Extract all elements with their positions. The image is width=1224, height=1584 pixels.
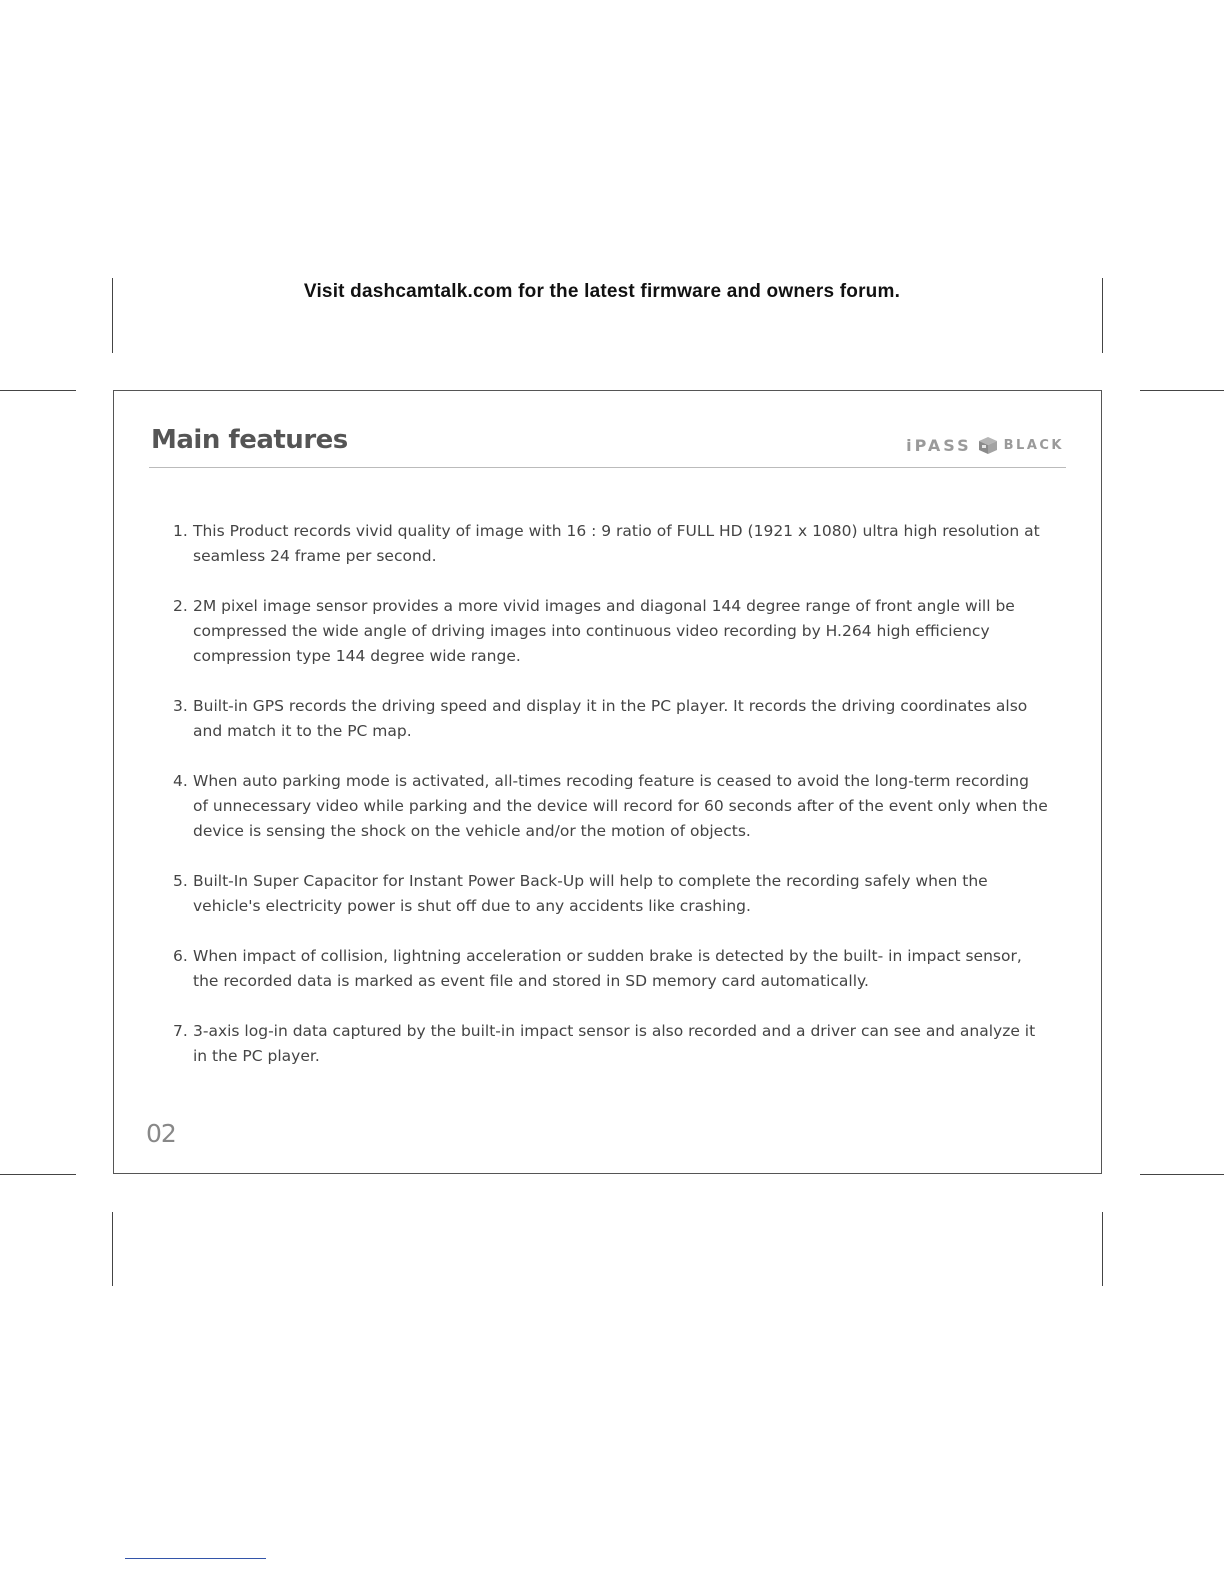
list-item — [173, 694, 1048, 744]
crop-mark-left-upper — [0, 390, 76, 391]
page-title: Main features — [151, 425, 348, 455]
list-item-number: 1. — [173, 522, 188, 540]
brand-prefix: iPASS — [906, 435, 972, 455]
list-item-text: Built-In Super Capacitor for Instant Power Back-Up will help to complete the recording safely when the vehicle's electricity power is shut off due to any accidents like crashing. — [193, 872, 988, 915]
brand-logo — [906, 433, 1064, 457]
footer-rule — [125, 1558, 266, 1559]
brand-suffix: BLACK — [1003, 437, 1064, 453]
list-item — [173, 1019, 1048, 1069]
firmware-banner: Visit dashcamtalk.com for the latest firmware and owners forum. — [303, 281, 901, 302]
manual-page — [113, 390, 1102, 1174]
list-item — [173, 769, 1048, 844]
crop-mark-right-lower — [1140, 1174, 1224, 1175]
camera-box-icon — [977, 435, 999, 455]
crop-mark-left-lower — [0, 1174, 76, 1175]
list-item-text: 3-axis log-in data captured by the built-in impact sensor is also recorded and a driver can see and analyze it in the PC player. — [193, 1022, 1036, 1065]
list-item-number: 5. — [173, 872, 188, 890]
feature-list — [173, 519, 1048, 1094]
list-item-number: 3. — [173, 697, 188, 715]
list-item-number: 6. — [173, 947, 188, 965]
list-item-text: This Product records vivid quality of image with 16 : 9 ratio of FULL HD (1921 x 1080) ultra high resolution at seamless 24 frame per second. — [193, 522, 1040, 565]
list-item-number: 7. — [173, 1022, 188, 1040]
list-item-text: When auto parking mode is activated, all-times recoding feature is ceased to avoid the long-term recording of unnecessary video while parking and the device will record for 60 seconds after of the event only when the device is sensing the shock on the vehicle and/or the motion of objects. — [193, 772, 1048, 840]
list-item-text: 2M pixel image sensor provides a more vivid images and diagonal 144 degree range of front angle will be compressed the wide angle of driving images into continuous video recording by H.264 high efficiency compression type 144 degree wide range. — [193, 597, 1015, 665]
page-header — [149, 425, 1066, 468]
list-item-text: When impact of collision, lightning acceleration or sudden brake is detected by the built- in impact sensor, the recorded data is marked as event file and stored in SD memory card automatically. — [193, 947, 1022, 990]
list-item — [173, 594, 1048, 669]
crop-mark-bottom-right — [1102, 1212, 1103, 1286]
list-item-text: Built-in GPS records the driving speed and display it in the PC player. It records the driving coordinates also and match it to the PC map. — [193, 697, 1028, 740]
list-item-number: 2. — [173, 597, 188, 615]
list-item — [173, 944, 1048, 994]
list-item — [173, 519, 1048, 569]
page-number: 02 — [146, 1119, 176, 1148]
list-item — [173, 869, 1048, 919]
crop-mark-right-upper — [1140, 390, 1224, 391]
list-item-number: 4. — [173, 772, 188, 790]
crop-mark-bottom-left — [112, 1212, 113, 1286]
